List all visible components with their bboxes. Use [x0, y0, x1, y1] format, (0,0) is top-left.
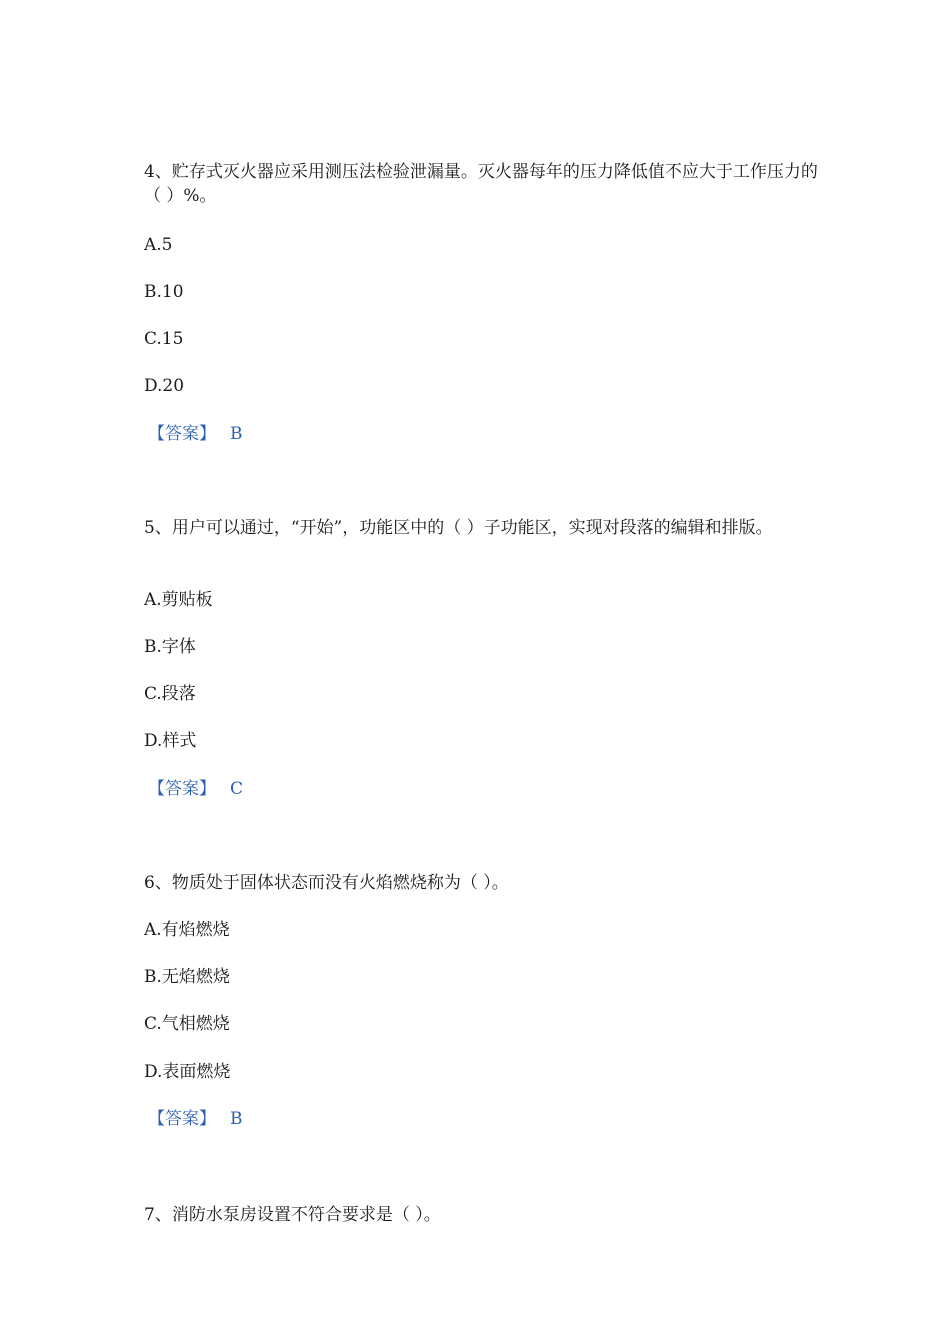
answer-label: 【答案】: [148, 779, 216, 799]
option-d: D.样式: [144, 731, 197, 751]
option-b: B.10: [144, 282, 184, 302]
option-a: A.有焰燃烧: [144, 920, 230, 940]
question-7: [144, 1203, 824, 1227]
answer-value: B: [230, 424, 243, 444]
question-5: [144, 516, 824, 799]
answer-value: C: [230, 779, 244, 799]
question-stem: 6、物质处于固体状态而没有火焰燃烧称为（ ）。: [144, 873, 509, 893]
answer-line: [148, 422, 243, 446]
question-stem: 5、用户可以通过，“开始”，功能区中的（ ）子功能区，实现对段落的编辑和排版。: [144, 518, 773, 538]
answer-line: [148, 1107, 243, 1131]
option-c: C.段落: [144, 684, 196, 704]
option-a: A.剪贴板: [144, 590, 213, 610]
question-stem: 7、消防水泵房设置不符合要求是（ ）。: [144, 1205, 441, 1225]
question-4: [144, 160, 824, 444]
option-d: D.表面燃烧: [144, 1062, 231, 1082]
answer-label: 【答案】: [148, 1109, 216, 1129]
option-d: D.20: [144, 376, 185, 396]
option-c: C.气相燃烧: [144, 1014, 230, 1034]
option-a: A.5: [144, 235, 173, 255]
answer-label: 【答案】: [148, 424, 216, 444]
option-b: B.无焰燃烧: [144, 967, 230, 987]
answer-value: B: [230, 1109, 243, 1129]
option-b: B.字体: [144, 637, 196, 657]
question-6: [144, 871, 824, 1129]
question-stem: 4、贮存式灭火器应采用测压法检验泄漏量。灭火器每年的压力降低值不应大于工作压力的（ ）%。: [144, 162, 818, 206]
answer-line: [148, 777, 243, 801]
option-c: C.15: [144, 329, 184, 349]
